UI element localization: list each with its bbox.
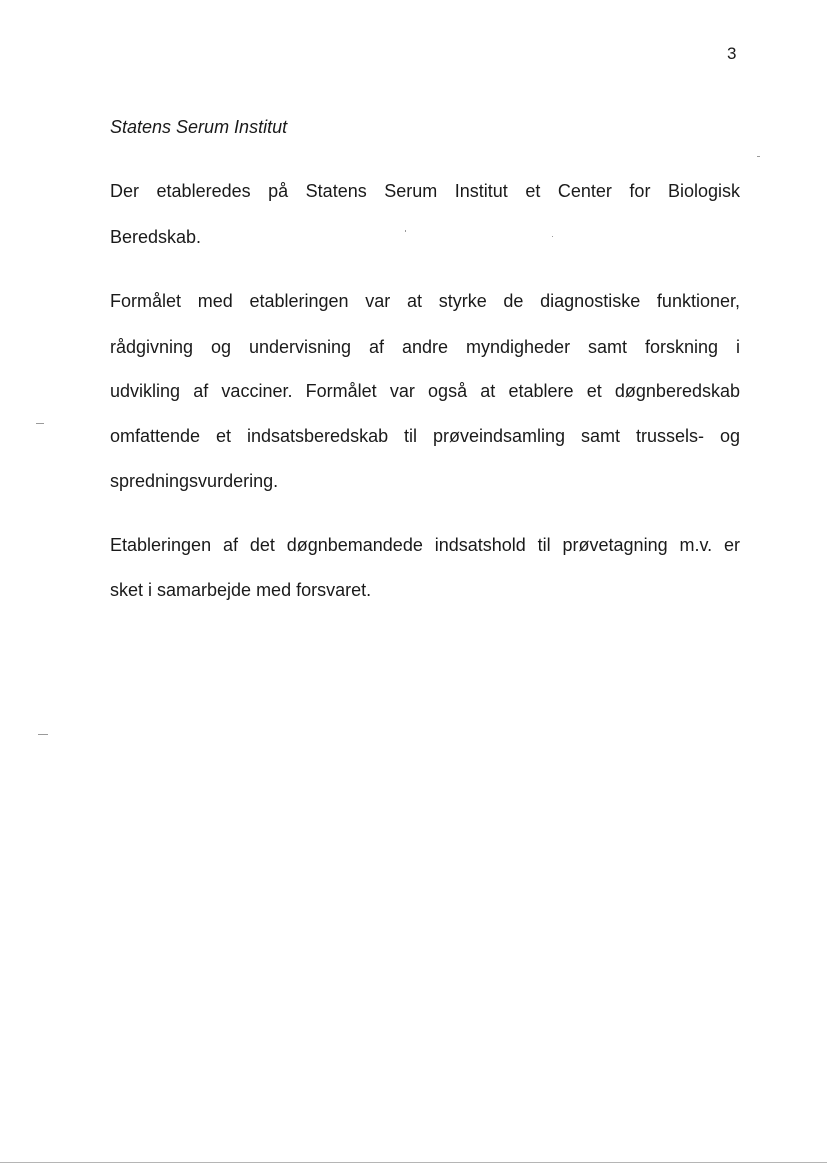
- page-number: 3: [727, 44, 737, 63]
- paragraph-3-line-2: sket i samarbejde med forsvaret.: [110, 580, 372, 600]
- paragraph-3-line-1: Etableringen af det døgnbemandede indsatshold til prøvetagning m.v. er: [110, 535, 740, 555]
- section-heading: Statens Serum Institut: [110, 117, 288, 137]
- paragraph-2-line-1: Formålet med etableringen var at styrke de diagnostiske funktioner,: [110, 291, 740, 311]
- scan-speck: [757, 156, 760, 157]
- scan-speck: [38, 734, 48, 735]
- paragraph-2-line-5: spredningsvurdering.: [110, 471, 279, 491]
- paragraph-2-line-4: omfattende et indsatsberedskab til prøveindsamling samt trussels- og: [110, 426, 740, 446]
- paragraph-2-line-2: rådgivning og undervisning af andre myndigheder samt forskning i: [110, 337, 740, 357]
- paragraph-1-line-2: Beredskab.: [110, 227, 202, 247]
- paragraph-1-line-1: Der etableredes på Statens Serum Institut et Center for Biologisk: [110, 181, 740, 201]
- paragraph-2-line-3: udvikling af vacciner. Formålet var også at etablere et døgnberedskab: [110, 381, 740, 401]
- bottom-scan-edge: [0, 1162, 827, 1163]
- scan-speck: [552, 236, 553, 237]
- scan-speck: [36, 423, 44, 424]
- scan-speck: [405, 230, 406, 232]
